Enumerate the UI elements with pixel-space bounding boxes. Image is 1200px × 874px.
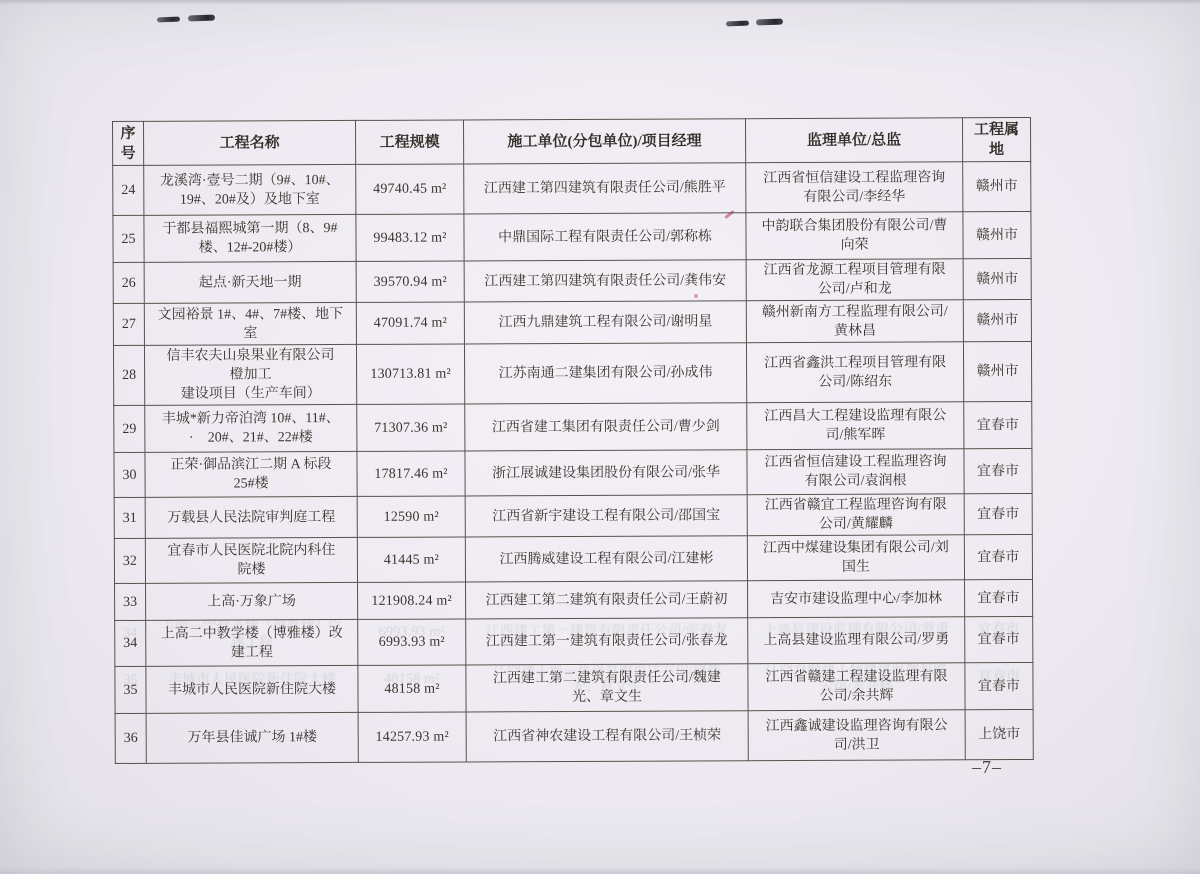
projects-table — [112, 117, 1034, 764]
location: 宜春市 — [964, 493, 1032, 534]
project-scale: 39570.94 m² — [356, 261, 464, 302]
row-no: 33 — [115, 583, 146, 620]
supervisor: 江西鑫诚建设监理咨询有限公 司/洪卫 — [748, 710, 965, 761]
supervisor: 赣州新南方工程监理有限公司/ 黄林昌 — [746, 300, 963, 343]
project-name: 上高二中教学楼（博雅楼）改 建工程 — [146, 619, 358, 666]
staple-mark-left-2 — [188, 15, 215, 22]
table-row — [114, 401, 1032, 452]
row-no: 31 — [114, 497, 145, 538]
project-scale: 130713.81 m² — [356, 344, 464, 404]
row-no: 30 — [114, 452, 145, 497]
project-scale: 49740.45 m² — [356, 164, 464, 214]
supervisor: 江西昌大工程建设监理有限公 司/熊军晖 — [747, 402, 964, 450]
location: 宜春市 — [965, 662, 1033, 709]
project-scale: 47091.74 m² — [356, 302, 464, 344]
supervisor: 吉安市建设监理中心/李加林 — [748, 580, 965, 618]
project-name: 起点·新天地一期 — [144, 261, 356, 303]
table-row — [114, 493, 1032, 538]
row-no: 34 — [115, 620, 146, 666]
staple-mark-right-1 — [726, 21, 749, 27]
header-project-name: 工程名称 — [144, 120, 356, 165]
project-name: 丰城市人民医院新住院大楼 — [146, 665, 358, 713]
header-contractor: 施工单位(分包单位)/项目经理 — [463, 119, 745, 164]
scan-bottom-edge — [0, 867, 1200, 874]
project-name: 文园裕景 1#、4#、7#楼、地下 室 — [144, 302, 356, 345]
header-location: 工程属 地 — [962, 117, 1030, 161]
table-row — [115, 616, 1033, 666]
contractor: 江西建工第四建筑有限责任公司/龚伟安 — [464, 260, 746, 302]
project-scale: 6993.93 m² — [358, 619, 466, 665]
contractor: 中鼎国际工程有限责任公司/郭称栋 — [464, 213, 746, 261]
contractor: 浙江展诚建设集团股份有限公司/张华 — [465, 450, 747, 496]
row-no: 26 — [113, 262, 144, 303]
project-name: 于都县福熙城第一期（8、9# 楼、12#-20#楼） — [144, 214, 356, 262]
contractor: 江西腾威建设工程有限公司/江建彬 — [465, 536, 747, 582]
header-supervisor: 监理单位/总监 — [745, 118, 962, 163]
location: 宜春市 — [965, 579, 1033, 616]
project-scale: 14257.93 m² — [358, 712, 466, 762]
scan-top-edge — [0, 0, 1200, 5]
location: 赣州市 — [963, 341, 1031, 401]
project-scale: 41445 m² — [357, 537, 465, 582]
location: 宜春市 — [964, 534, 1032, 579]
location: 赣州市 — [963, 258, 1031, 299]
table-header-row — [113, 117, 1031, 165]
supervisor: 江西省赣宜工程监理咨询有限 公司/黄耀麟 — [747, 494, 964, 536]
table-row — [113, 258, 1031, 303]
table-row — [113, 161, 1031, 215]
location: 赣州市 — [963, 211, 1031, 258]
supervisor: 江西省恒信建设工程监理咨询 有限公司/袁润根 — [747, 449, 964, 495]
supervisor: 上高县建设监理有限公司/罗勇 — [748, 617, 965, 664]
table-row — [114, 448, 1032, 497]
supervisor: 江西中煤建设集团有限公司/刘 国生 — [747, 535, 964, 581]
project-name: 龙溪湾·壹号二期（9#、10#、 19#、20#及）及地下室 — [144, 164, 356, 215]
supervisor: 中韵联合集团股份有限公司/曹 向荣 — [746, 212, 963, 260]
project-scale: 99483.12 m² — [356, 214, 464, 261]
table-row — [115, 662, 1033, 713]
row-no: 36 — [115, 713, 146, 763]
contractor: 江西建工第四建筑有限责任公司/熊胜平 — [464, 163, 746, 214]
contractor: 江西建工第二建筑有限责任公司/王蔚初 — [466, 581, 748, 619]
row-no: 29 — [114, 405, 145, 452]
row-no: 27 — [113, 303, 144, 345]
contractor: 江西九鼎建筑工程有限公司/谢明星 — [464, 301, 746, 344]
row-no: 32 — [114, 538, 145, 583]
table-row — [113, 211, 1031, 262]
contractor: 江西省新宇建设工程有限公司/邵国宝 — [465, 495, 747, 537]
project-name: 万载县人民法院审判庭工程 — [145, 496, 357, 538]
location: 赣州市 — [963, 299, 1031, 341]
table-row — [115, 579, 1033, 620]
project-scale: 71307.36 m² — [357, 404, 465, 451]
header-scale: 工程规模 — [355, 120, 463, 164]
project-scale: 121908.24 m² — [358, 582, 466, 619]
supervisor: 江西省恒信建设工程监理咨询 有限公司/李经华 — [746, 162, 963, 213]
staple-mark-left-1 — [157, 17, 180, 23]
location: 宜春市 — [964, 401, 1032, 448]
project-name: 正荣·御品滨江二期 A 标段 25#楼 — [145, 451, 357, 497]
location: 赣州市 — [963, 161, 1031, 211]
contractor: 江西省神农建设工程有限公司/王桢荣 — [466, 711, 748, 762]
contractor: 江苏南通二建集团有限公司/孙成伟 — [464, 343, 746, 404]
supervisor: 江西省赣建工程建设监理有限 公司/余共辉 — [748, 663, 965, 711]
location: 宜春市 — [964, 448, 1032, 493]
project-scale: 48158 m² — [358, 665, 466, 712]
location: 上饶市 — [965, 709, 1033, 759]
row-no: 28 — [113, 345, 144, 405]
contractor: 江西建工第一建筑有限责任公司/张春龙 — [466, 618, 748, 665]
project-name: 上高·万象广场 — [146, 582, 358, 620]
project-scale: 17817.46 m² — [357, 451, 465, 496]
supervisor: 江西省鑫洪工程项目管理有限 公司/陈绍东 — [746, 342, 963, 403]
staple-mark-right-2 — [756, 19, 783, 26]
row-no: 35 — [115, 666, 146, 713]
supervisor: 江西省龙源工程项目管理有限 公司/卢和龙 — [746, 259, 963, 301]
page-number: –7– — [972, 757, 1002, 777]
row-no: 24 — [113, 165, 144, 215]
table-row — [115, 709, 1033, 763]
contractor: 江西省建工集团有限责任公司/曹少剑 — [465, 403, 747, 451]
project-name: 丰城*新力帝泊湾 10#、11#、 · 20#、21#、22#楼 — [145, 404, 357, 452]
project-scale: 12590 m² — [357, 496, 465, 537]
project-name: 万年县佳诚广场 1#楼 — [146, 712, 358, 763]
table-row — [113, 341, 1031, 405]
project-name: 信丰农夫山泉果业有限公司 橙加工 建设项目（生产车间） — [144, 344, 356, 405]
location: 宜春市 — [965, 616, 1033, 662]
contractor: 江西建工第二建筑有限责任公司/魏建 光、章文生 — [466, 664, 748, 712]
row-no: 25 — [113, 215, 144, 262]
table-row — [113, 299, 1031, 345]
project-name: 宜春市人民医院北院内科住 院楼 — [145, 537, 357, 583]
header-no: 序 号 — [113, 121, 144, 165]
table-row — [114, 534, 1032, 583]
